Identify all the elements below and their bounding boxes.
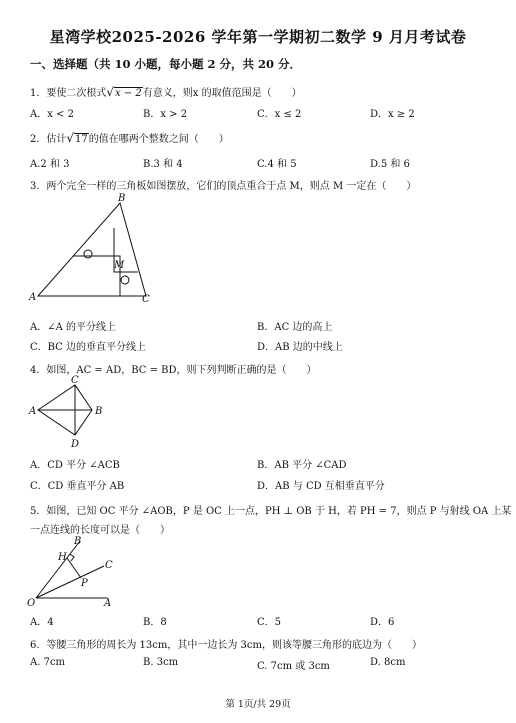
label-C: C bbox=[71, 375, 79, 386]
q2-radicand: 17 bbox=[75, 134, 88, 145]
triangle-board-1 bbox=[73, 256, 120, 296]
q5-angle-figure bbox=[26, 536, 126, 608]
q1-stem-suffix: 有意义，则x 的取值范围是（ ） bbox=[142, 88, 302, 99]
right-angle-mark bbox=[70, 554, 74, 561]
q4-option-a[interactable]: A．CD 平分 ∠ACB bbox=[30, 460, 120, 471]
q2-option-a[interactable]: A.2 和 3 bbox=[30, 159, 70, 170]
q2-option-d[interactable]: D.5 和 6 bbox=[370, 159, 410, 170]
q2-option-b[interactable]: B.3 和 4 bbox=[143, 159, 183, 170]
label-A: A bbox=[29, 292, 37, 303]
q6-option-c[interactable]: C. 7cm 或 3cm bbox=[257, 661, 330, 672]
label-B: B bbox=[74, 536, 82, 547]
question-6-stem: 6．等腰三角形的周长为 13cm，其中一边长为 3cm，则该等腰三角形的底边为（ ） bbox=[30, 640, 422, 651]
q1-option-b[interactable]: B．x > 2 bbox=[143, 109, 188, 120]
q2-stem-prefix: 2．估计 bbox=[30, 134, 67, 145]
label-M: M bbox=[114, 260, 125, 271]
outer-triangle bbox=[38, 203, 146, 296]
q3-option-b[interactable]: B．AC 边的高上 bbox=[257, 322, 333, 333]
question-4-stem: 4．如图，AC = AD，BC = BD，则下列判断正确的是（ ） bbox=[30, 365, 317, 376]
label-B: B bbox=[118, 193, 126, 204]
q1-option-c[interactable]: C．x ≤ 2 bbox=[257, 109, 302, 120]
label-D: D bbox=[71, 439, 80, 449]
q1-stem-prefix: 1．要使二次根式 bbox=[30, 88, 107, 99]
board-hole-2 bbox=[121, 276, 129, 284]
label-C: C bbox=[142, 294, 150, 305]
label-B: B bbox=[95, 406, 103, 417]
label-H: H bbox=[58, 552, 67, 563]
question-1-stem bbox=[30, 84, 302, 99]
question-3-stem: 3．两个完全一样的三角板如图摆放，它们的顶点重合于点 M，则点 M 一定在（ ） bbox=[30, 181, 417, 192]
question-2-stem bbox=[30, 130, 229, 145]
q5-option-c[interactable]: C．5 bbox=[257, 617, 282, 628]
ray-OC bbox=[36, 566, 104, 598]
exam-title: 星湾学校2025-2026 学年第一学期初二数学 9 月月考试卷 bbox=[49, 28, 467, 46]
section-heading: 一、选择题（共 10 小题，每小题 2 分，共 20 分． bbox=[30, 57, 302, 71]
q2-stem-suffix: 的值在哪两个整数之间（ ） bbox=[88, 134, 229, 145]
q6-option-b[interactable]: B. 3cm bbox=[143, 657, 179, 668]
q3-option-c[interactable]: C．BC 边的垂直平分线上 bbox=[30, 342, 147, 353]
q6-option-a[interactable]: A. 7cm bbox=[30, 657, 66, 668]
label-O: O bbox=[27, 598, 36, 608]
q3-triangle-figure bbox=[28, 192, 158, 307]
q4-kite-figure bbox=[28, 373, 108, 449]
q6-option-d[interactable]: D. 8cm bbox=[370, 657, 406, 668]
q5-option-b[interactable]: B．8 bbox=[143, 617, 167, 628]
page-footer: 第 1页/共 29页 bbox=[225, 699, 291, 710]
q4-option-b[interactable]: B．AB 平分 ∠CAD bbox=[257, 460, 347, 471]
q3-option-a[interactable]: A．∠A 的平分线上 bbox=[30, 322, 117, 333]
q5-option-d[interactable]: D．6 bbox=[370, 617, 395, 628]
label-A: A bbox=[104, 598, 112, 608]
label-C: C bbox=[105, 560, 113, 571]
q1-radicand: x − 2 bbox=[115, 88, 142, 99]
sqrt-symbol: √ bbox=[106, 85, 115, 99]
label-P: P bbox=[81, 578, 88, 589]
sqrt-symbol: √ bbox=[66, 131, 75, 145]
label-A: A bbox=[29, 406, 37, 417]
question-5-stem-line2: 一点连线的长度可以是（ ） bbox=[30, 525, 170, 536]
board-hole-1 bbox=[84, 250, 92, 258]
q4-option-d[interactable]: D．AB 与 CD 互相垂直平分 bbox=[257, 481, 385, 492]
question-5-stem-line1: 5．如图，已知 OC 平分 ∠AOB，P 是 OC 上一点，PH ⊥ OB 于 H，若 PH = 7，则点 P 与射线 OA 上某 bbox=[30, 506, 512, 517]
q5-option-a[interactable]: A．4 bbox=[30, 617, 54, 628]
ray-OB bbox=[36, 541, 80, 598]
q4-option-c[interactable]: C．CD 垂直平分 AB bbox=[30, 481, 125, 492]
segment-PH bbox=[67, 558, 81, 578]
q1-option-d[interactable]: D．x ≥ 2 bbox=[370, 109, 415, 120]
q3-option-d[interactable]: D．AB 边的中线上 bbox=[257, 342, 343, 353]
q1-option-a[interactable]: A．x < 2 bbox=[30, 109, 74, 120]
q2-option-c[interactable]: C.4 和 5 bbox=[257, 159, 297, 170]
